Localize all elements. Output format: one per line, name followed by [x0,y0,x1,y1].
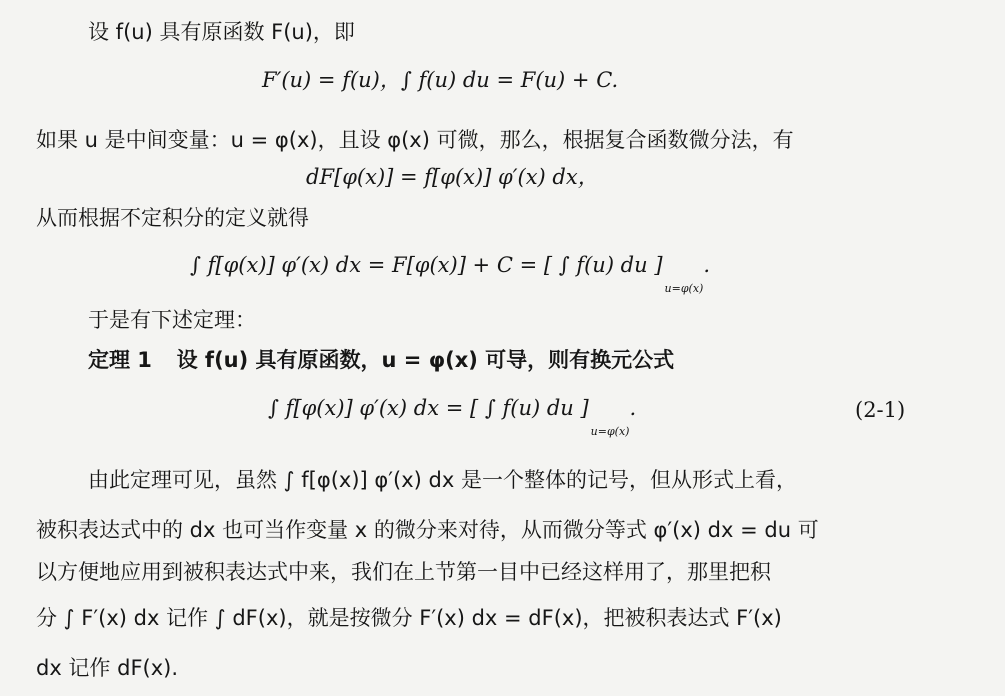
paragraph-line-14: dx 记作 dF(x). [36,656,179,680]
equation-theorem-formula [268,398,636,437]
theorem-label: 定理 1 [88,348,152,372]
paragraph-line-10: 由此定理可见，虽然 ∫ f[φ(x)] φ′(x) dx 是一个整体的记号，但从形式上看， [88,468,797,492]
paragraph-line-11: 被积表达式中的 dx 也可当作变量 x 的微分来对待，从而微分等式 φ′(x) dx = du 可 [36,518,819,542]
paragraph-line-12: 以方便地应用到被积表达式中来，我们在上节第一目中已经这样用了，那里把积 [36,560,771,584]
equation-substitution-subscript: u=φ(x) [664,282,704,295]
equation-substitution-main: ∫ f[φ(x)] φ′(x) dx = F[φ(x)] + C = [ ∫ f(u) du ] [190,253,663,277]
theorem-statement [88,350,674,371]
equation-substitution [190,255,710,294]
paragraph-line-3: 如果 u 是中间变量：u = φ(x)，且设 φ(x) 可微，那么，根据复合函数微分法，有 [36,128,794,152]
paragraph-line-5: 从而根据不定积分的定义就得 [36,206,309,230]
paragraph-line-1: 设 f(u) 具有原函数 F(u)，即 [88,20,355,44]
paragraph-line-7: 于是有下述定理： [88,308,256,332]
equation-substitution-end: . [703,253,711,277]
equation-number: (2-1) [855,398,906,422]
paragraph-line-13: 分 ∫ F′(x) dx 记作 ∫ dF(x)，就是按微分 F′(x) dx = dF(x)，把被积表达式 F′(x) [36,606,782,630]
equation-theorem-end: . [629,396,637,420]
theorem-text: 设 f(u) 具有原函数，u = φ(x) 可导，则有换元公式 [176,348,675,372]
equation-differential: dF[φ(x)] = f[φ(x)] φ′(x) dx， [306,165,599,189]
equation-theorem-subscript: u=φ(x) [590,425,630,438]
equation-derivative-integral: F′(u) = f(u)，∫ f(u) du = F(u) + C. [262,68,619,92]
equation-theorem-main: ∫ f[φ(x)] φ′(x) dx = [ ∫ f(u) du ] [268,396,589,420]
